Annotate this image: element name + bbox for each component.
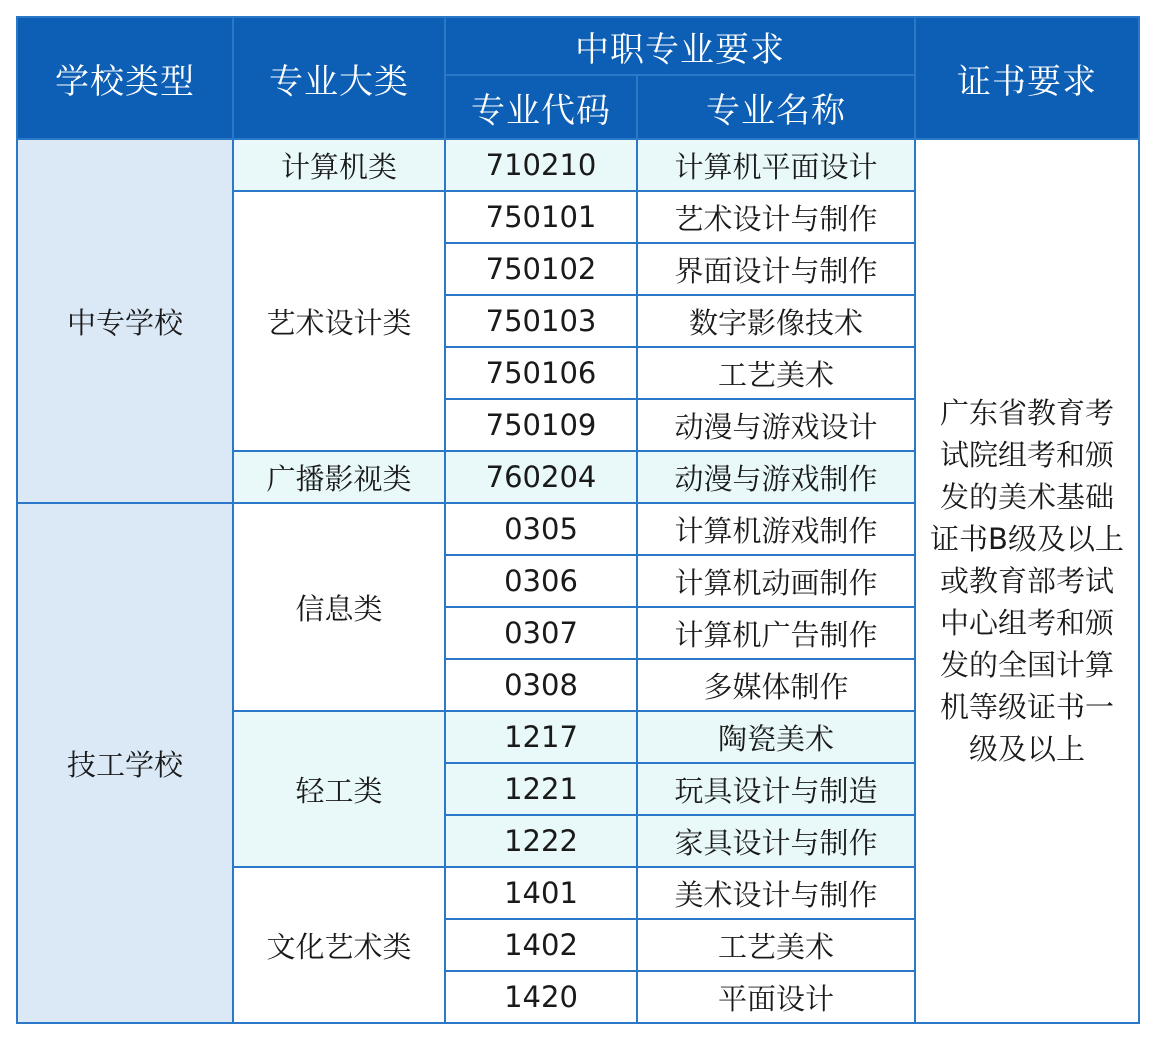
major-code-cell: 750109	[445, 399, 637, 451]
major-name-cell: 美术设计与制作	[637, 867, 915, 919]
major-code-cell: 1401	[445, 867, 637, 919]
major-code-cell: 750101	[445, 191, 637, 243]
major-code-cell: 0305	[445, 503, 637, 555]
certificate-text-line: 或教育部考试	[939, 564, 1114, 598]
major-name-cell: 动漫与游戏设计	[637, 399, 915, 451]
major-requirements-table	[16, 16, 1140, 1024]
major-code-cell: 0308	[445, 659, 637, 711]
header-major-category: 专业大类	[233, 17, 445, 139]
header-major-name: 专业名称	[637, 75, 915, 139]
category-cell: 计算机类	[233, 139, 445, 191]
major-code-cell: 750106	[445, 347, 637, 399]
certificate-text-line: 广东省教育考	[939, 396, 1114, 430]
certificate-text-line: 中心组考和颁	[939, 606, 1114, 640]
major-name-cell: 计算机动画制作	[637, 555, 915, 607]
major-name-cell: 多媒体制作	[637, 659, 915, 711]
school-type-cell: 技工学校	[17, 503, 233, 1023]
major-name-cell: 工艺美术	[637, 347, 915, 399]
major-code-cell: 750102	[445, 243, 637, 295]
category-cell: 文化艺术类	[233, 867, 445, 1023]
major-code-cell: 750103	[445, 295, 637, 347]
table-body	[17, 139, 1139, 1023]
certificate-text-line: 发的全国计算	[939, 648, 1114, 682]
header-major-code: 专业代码	[445, 75, 637, 139]
major-name-cell: 工艺美术	[637, 919, 915, 971]
header-vocational-requirement: 中职专业要求	[445, 17, 915, 75]
major-code-cell: 1420	[445, 971, 637, 1023]
category-cell: 轻工类	[233, 711, 445, 867]
header-school-type: 学校类型	[17, 17, 233, 139]
major-name-cell: 数字影像技术	[637, 295, 915, 347]
certificate-requirement-cell	[915, 139, 1139, 1023]
major-name-cell: 动漫与游戏制作	[637, 451, 915, 503]
certificate-text-line: 级及以上	[968, 732, 1085, 766]
major-code-cell: 1221	[445, 763, 637, 815]
major-name-cell: 平面设计	[637, 971, 915, 1023]
header-row-1	[17, 17, 1139, 75]
school-type-cell: 中专学校	[17, 139, 233, 503]
major-name-cell: 艺术设计与制作	[637, 191, 915, 243]
major-code-cell: 760204	[445, 451, 637, 503]
major-name-cell: 界面设计与制作	[637, 243, 915, 295]
major-name-cell: 玩具设计与制造	[637, 763, 915, 815]
major-name-cell: 计算机广告制作	[637, 607, 915, 659]
major-code-cell: 0306	[445, 555, 637, 607]
category-cell: 信息类	[233, 503, 445, 711]
table-container	[16, 16, 1140, 1024]
major-name-cell: 家具设计与制作	[637, 815, 915, 867]
certificate-text-line: 机等级证书一	[939, 690, 1114, 724]
major-code-cell: 710210	[445, 139, 637, 191]
header-certificate-requirement: 证书要求	[915, 17, 1139, 139]
major-code-cell: 1217	[445, 711, 637, 763]
certificate-text-line: 发的美术基础	[939, 480, 1114, 514]
certificate-text-line: 试院组考和颁	[939, 438, 1114, 472]
major-code-cell: 0307	[445, 607, 637, 659]
major-code-cell: 1222	[445, 815, 637, 867]
major-code-cell: 1402	[445, 919, 637, 971]
category-cell: 艺术设计类	[233, 191, 445, 451]
major-name-cell: 计算机游戏制作	[637, 503, 915, 555]
major-name-cell: 陶瓷美术	[637, 711, 915, 763]
category-cell: 广播影视类	[233, 451, 445, 503]
certificate-text-line: 证书B级及以上	[930, 522, 1124, 556]
table-row	[17, 139, 1139, 191]
major-name-cell: 计算机平面设计	[637, 139, 915, 191]
